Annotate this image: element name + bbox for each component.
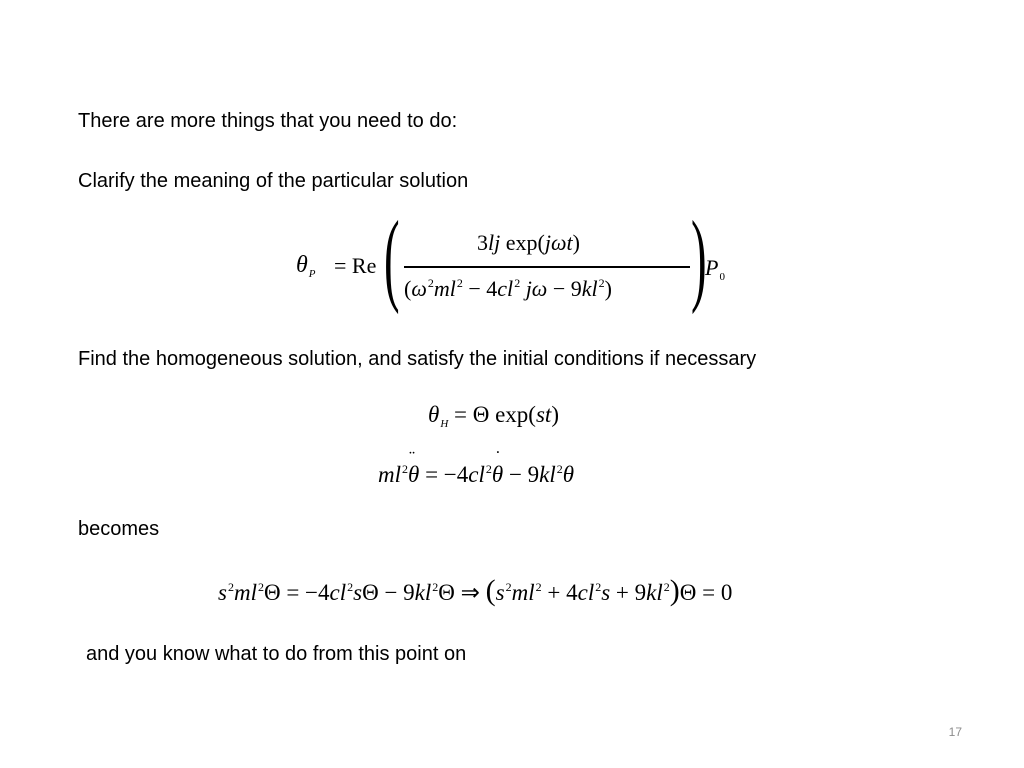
ode-equation: $ml^2\theta$ ¨ = $-4cl^2\theta$ ˙ − $9kl^2\theta$ bbox=[378, 447, 575, 487]
right-big-paren: ) bbox=[691, 200, 707, 315]
theta-p-symbol: $\theta_P$ bbox=[296, 252, 316, 280]
becomes-text: becomes bbox=[78, 518, 160, 540]
fraction-denominator: ($\omega^2ml^2 - 4cl^2$ $j\omega - 9kl^2$) bbox=[404, 276, 612, 301]
p0-symbol: $P_0$ bbox=[705, 255, 725, 283]
particular-heading: Clarify the meaning of the particular solution bbox=[78, 170, 469, 192]
fraction-bar bbox=[404, 266, 690, 268]
fraction-numerator: 3lj exp(jωt) bbox=[477, 230, 580, 255]
left-big-paren: ( bbox=[384, 200, 400, 315]
particular-solution-equation bbox=[290, 200, 750, 316]
slide-page-number: 17 bbox=[948, 725, 962, 739]
characteristic-equation: $s^2ml^2\Theta = -4cl^2s\Theta - 9kl^2\Theta$ ⇒ $(s^2ml^2 + 4cl^2s + 9kl^2)\Theta = 0$ bbox=[218, 574, 733, 607]
homogeneous-heading: Find the homogeneous solution, and satisfy the initial conditions if necessary bbox=[78, 348, 757, 370]
intro-text: There are more things that you need to do: bbox=[78, 110, 458, 132]
equals-re: = Re bbox=[334, 253, 377, 278]
closing-text: and you know what to do from this point on bbox=[86, 643, 467, 665]
homogeneous-solution-equation: $\theta_H = \Theta$ exp(st) bbox=[428, 402, 559, 430]
